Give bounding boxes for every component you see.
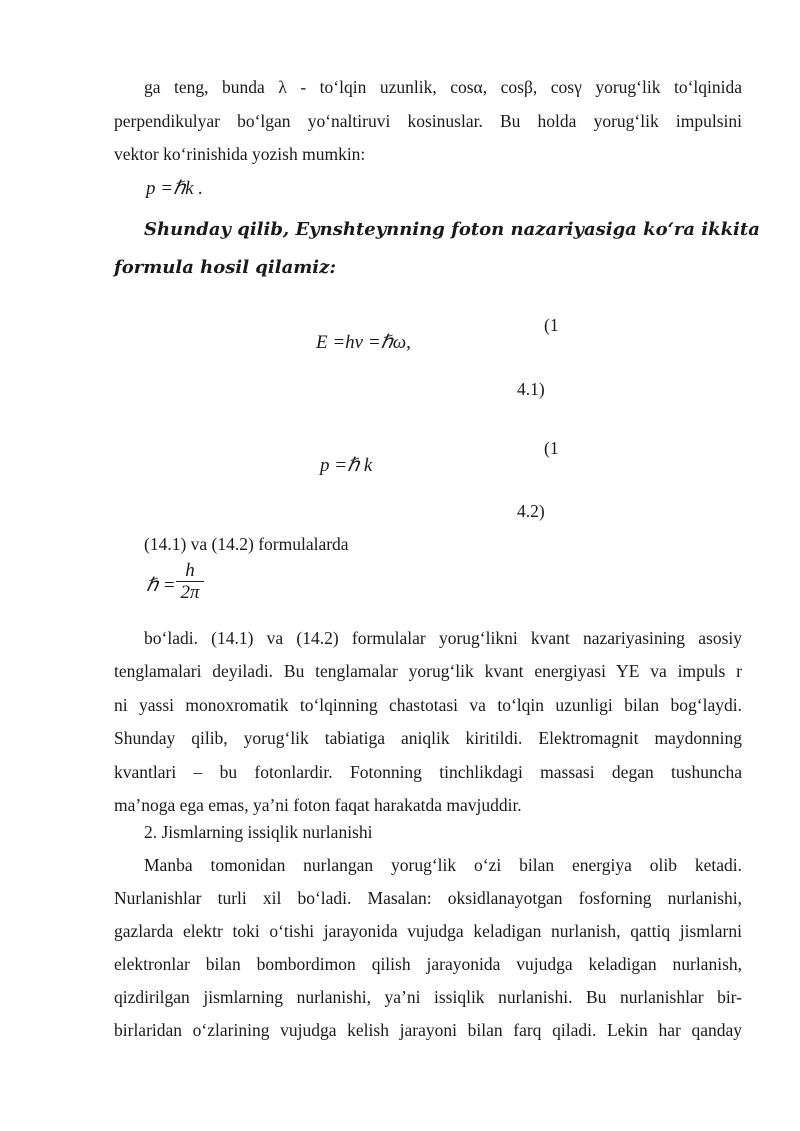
text-line: tenglamalari deyiladi. Bu tenglamalar yorug‘lik kvant energiyasi YE va impuls r — [114, 661, 742, 681]
formula-p-vector: p =ℏk . — [146, 178, 204, 199]
heading-line: formula hosil qilamiz: — [114, 257, 336, 278]
hbar-lhs: ℏ = — [146, 575, 176, 596]
text-line: gazlarda elektr toki o‘tishi jarayonida vujudga keladigan nurlanish, qattiq jismlarni — [114, 921, 742, 941]
equation-number-top: (1 — [544, 438, 559, 458]
equation-number-top: (1 — [544, 315, 559, 335]
equation-14-2: p =ℏ k — [320, 455, 373, 476]
heading-line: Shunday qilib, Eynshteynning foton nazariyasiga ko‘ra ikkita — [144, 219, 760, 240]
fraction-denominator: 2π — [180, 582, 200, 603]
text-line: Nurlanishlar turli xil bo‘ladi. Masalan: oksidlanayotgan fosforning nurlanishi, — [114, 888, 742, 908]
text-line: birlaridan o‘zlarining vujudga kelish jarayoni bilan farq qiladi. Lekin har qanday — [114, 1020, 742, 1040]
text-line: Shunday qilib, yorug‘lik tabiatiga aniqlik kiritildi. Elektromagnit maydonning — [114, 728, 742, 748]
text-line: ga teng, bunda λ - to‘lqin uzunlik, cosα, cosβ, cosγ yorug‘lik to‘lqinida — [144, 77, 742, 97]
text-line: ma’noga ega emas, ya’ni foton faqat harakatda mavjuddir. — [114, 795, 522, 815]
equation-number-bottom: 4.1) — [517, 379, 545, 399]
text-line: qizdirilgan jismlarning nurlanishi, ya’ni issiqlik nurlanishi. Bu nurlanishlar bir- — [114, 987, 742, 1007]
text-line: Manba tomonidan nurlangan yorug‘lik o‘zi bilan energiya olib ketadi. — [144, 855, 742, 875]
text-line: (14.1) va (14.2) formulalarda — [144, 534, 349, 554]
section-title: 2. Jismlarning issiqlik nurlanishi — [144, 822, 373, 842]
hbar-fraction — [176, 561, 204, 604]
fraction-numerator: h — [185, 560, 195, 581]
text-line: kvantlari – bu fotonlardir. Fotonning tinchlikdagi massasi degan tushuncha — [114, 762, 742, 782]
text-line: elektronlar bilan bombordimon qilish jarayonida vujudga keladigan nurlanish, — [114, 954, 742, 974]
equation-number-bottom: 4.2) — [517, 501, 545, 521]
text-line: bo‘ladi. (14.1) va (14.2) formulalar yorug‘likni kvant nazariyasining asosiy — [144, 628, 742, 648]
text-line: perpendikulyar bo‘lgan yo‘naltiruvi kosinuslar. Bu holda yorug‘lik impulsini — [114, 111, 742, 131]
equation-14-1: E =hν =ℏω, — [316, 332, 411, 353]
text-line: vektor ko‘rinishida yozish mumkin: — [114, 144, 366, 164]
text-line: ni yassi monoxromatik to‘lqinning chastotasi va to‘lqin uzunligi bilan bog‘laydi. — [114, 695, 742, 715]
